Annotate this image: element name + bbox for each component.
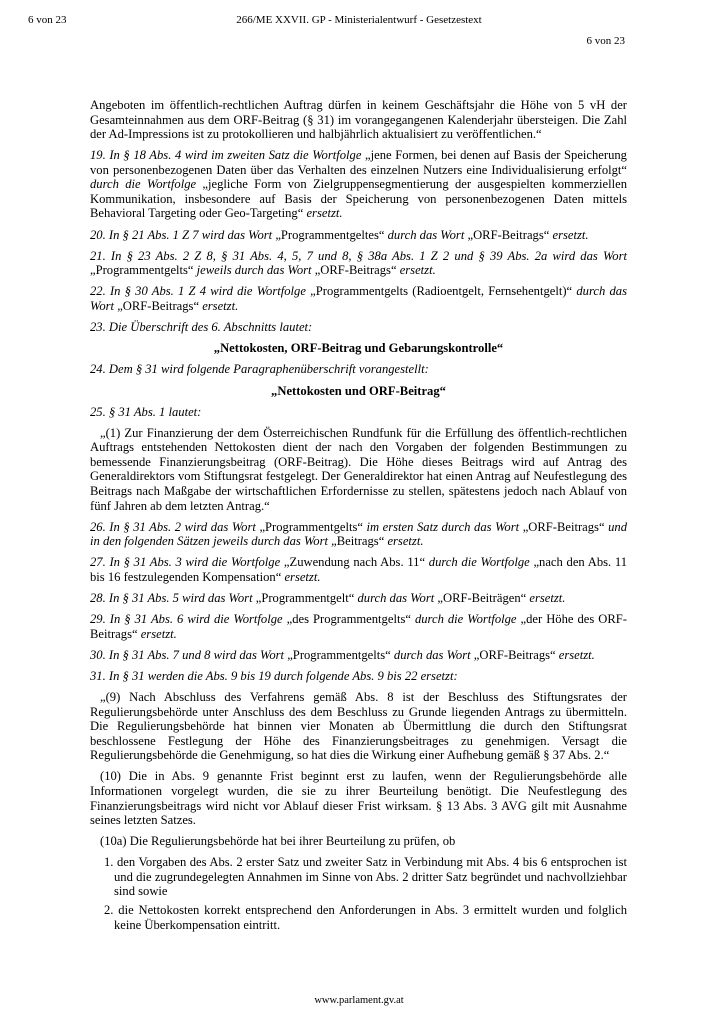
text-segment: 27. In § 31 Abs. 3 wird die Wortfolge (90, 555, 284, 570)
text-segment: „Zuwendung nach Abs. 11“ (283, 555, 429, 570)
text-segment: „Programmentgelts“ (287, 647, 394, 662)
text-segment: und in den folgenden Sätzen jeweils durch das Wort (90, 519, 627, 549)
list-number: 1. (104, 855, 117, 870)
amendment-item-28 (90, 591, 627, 606)
text-segment: im ersten Satz durch das Wort (366, 519, 523, 534)
text-segment: ersetzt. (558, 647, 595, 662)
text-segment: jeweils durch das Wort (196, 263, 315, 278)
document-body (90, 98, 627, 936)
text-segment: 24. Dem § 31 wird folgende Paragraphenüberschrift vorangestellt: (90, 362, 429, 377)
text-segment: „ORF-Beitrags“ (467, 227, 553, 242)
amendment-item-25 (90, 405, 627, 420)
text-segment: „jene Formen, bei denen auf Basis der Speicherung von personenbezogenen Daten über das Verhalten des einzelnen Nutzers eine Individualisierung erfolgt“ (90, 148, 627, 177)
amendment-item-21 (90, 249, 627, 278)
header-page-number-right: 6 von 23 (586, 35, 625, 47)
text-segment: „ORF-Beitrags“ (117, 298, 203, 313)
text-segment: „Beitrags“ (331, 534, 388, 549)
text-segment: „Programmentgelts“ (259, 519, 367, 534)
amendment-item-27 (90, 555, 627, 584)
list-item-1 (104, 855, 628, 899)
text-segment: ersetzt. (399, 263, 436, 278)
text-segment: „Programmentgelt“ (255, 591, 358, 606)
section-heading-nettokosten-orf-beitrag-gebarungskontrolle (90, 341, 627, 356)
text-segment: durch das Wort (357, 591, 438, 606)
footer-url: www.parlament.gv.at (314, 995, 404, 1006)
text-segment: ersetzt. (202, 298, 239, 313)
amendment-item-20 (90, 228, 627, 243)
amendment-item-19 (90, 148, 627, 221)
text-segment: ersetzt. (552, 227, 589, 242)
text-segment: „ORF-Beitrags“ (473, 647, 559, 662)
text-segment: ersetzt. (387, 534, 424, 549)
amendment-item-22 (90, 284, 627, 313)
text-segment: „des Programmentgelts“ (286, 612, 415, 627)
text-segment: „der Höhe des ORF-Beitrags“ (90, 612, 627, 641)
amendment-item-30 (90, 648, 627, 663)
text-segment: 28. In § 31 Abs. 5 wird das Wort (90, 591, 256, 606)
text-segment: „ORF-Beitrags“ (522, 519, 609, 534)
text-segment: 29. In § 31 Abs. 6 wird die Wortfolge (90, 612, 287, 627)
list-number: 2. (104, 903, 119, 918)
text-segment: 22. In § 30 Abs. 1 Z 4 wird die Wortfolge (90, 284, 311, 299)
text-segment: „ORF-Beiträgen“ (437, 591, 530, 606)
text-segment: „(1) Zur Finanzierung der dem Österreichischen Rundfunk für die Erfüllung des öffentlich-rechtlichen Auftrags entstehenden Nettokosten dient der nach den Vorgaben der folgenden Bestimmungen zu bemessende Finanzierungsbeitrag (ORF-Beitrag). Die Höhe dieses Beitrags wird auf Antrag des Generaldirektors vom Stiftungsrat festgelegt. Der Generaldirektor hat einen Antrag auf Neufestlegung des Beitrags nach Maßgabe der wirtschaftlichen Erfordernisse zu stellen, spätestens jedoch nach Ablauf von fünf Jahren ab dem letzten Antrag.“ (90, 425, 627, 513)
quoted-paragraph-abs-1 (90, 426, 627, 513)
text-segment: die Nettokosten korrekt entsprechend den Anforderungen in Abs. 3 ermittelt wurden und folglich keine Überkompensation eintritt. (114, 903, 628, 932)
text-segment: durch das Wort (387, 227, 468, 242)
text-segment: ersetzt. (284, 569, 321, 584)
text-segment: durch das Wort (393, 647, 474, 662)
text-segment: „Programmentgeltes“ (275, 227, 388, 242)
quoted-paragraph-abs-10a (90, 834, 627, 849)
quoted-paragraph-abs-9 (90, 690, 627, 763)
text-segment: Angeboten im öffentlich-rechtlichen Auftrag dürfen in keinem Geschäftsjahr die Höhe von 5 vH der Gesamteinnahmen aus dem ORF-Beitrag (§ 31) im vorangegangenen Kalenderjahr übersteigen. Die Zahl der Ad-Impressions ist zu protokollieren und halbjährlich aktualisiert zu veröffentlichen.“ (90, 98, 627, 142)
text-segment: durch das Wort (90, 284, 627, 313)
text-segment: „Programmentgelts (Radioentgelt, Fernsehentgelt)“ (310, 284, 577, 299)
text-segment: ersetzt. (140, 626, 177, 641)
amendment-item-23 (90, 320, 627, 335)
paragraph-heading-nettokosten-und-orf-beitrag (90, 384, 627, 399)
text-segment: durch die Wortfolge (414, 612, 521, 627)
text-segment: 25. § 31 Abs. 1 lautet: (90, 404, 202, 419)
text-segment: durch die Wortfolge (428, 555, 534, 570)
paragraph-intro-continuation (90, 98, 627, 142)
text-segment: „Nettokosten und ORF-Beitrag“ (271, 383, 446, 398)
list-item-2 (104, 903, 628, 932)
text-segment: (10a) Die Regulierungsbehörde hat bei ihrer Beurteilung zu prüfen, ob (100, 834, 456, 849)
text-segment: 26. In § 31 Abs. 2 wird das Wort (90, 519, 260, 534)
header-page-number-left: 6 von 23 (28, 14, 67, 26)
amendment-item-29 (90, 612, 627, 641)
text-segment: 30. In § 31 Abs. 7 und 8 wird das Wort (90, 647, 288, 662)
text-segment: 23. Die Überschrift des 6. Abschnitts lautet: (90, 320, 313, 335)
header-document-title: 266/ME XXVII. GP - Ministerialentwurf - Gesetzestext (236, 14, 482, 26)
text-segment: „(9) Nach Abschluss des Verfahrens gemäß Abs. 8 ist der Beschluss des Stiftungsrates der Regulierungsbehörde unter Anschluss des dem Beschluss zu Grunde liegenden Antrags zu übermitteln. Die Regulierungsbehörde hat binnen vier Monaten ab Übermittlung die durch den Stiftungsrat beschlossene Festlegung der Höhe des Finanzierungsbeitrages zu genehmigen. Versagt die Regulierungsbehörde die Genehmigung, so hat dies die Wirkung einer Aufhebung gemäß § 37 Abs. 2.“ (90, 690, 627, 763)
text-segment: 19. In § 18 Abs. 4 wird im zweiten Satz die Wortfolge (90, 148, 366, 163)
text-segment: (10) Die in Abs. 9 genannte Frist beginnt erst zu laufen, wenn der Regulierungsbehörde alle Informationen vorgelegt wurden, die sie zu ihrer Beurteilung benötigt. Die Neufestlegung des Finanzierungsbeitrags wird nicht vor Ablauf dieser Frist wirksam. § 13 Abs. 3 AVG gilt mit Ausnahme seines letzten Satzes. (90, 769, 627, 828)
text-segment: durch die Wortfolge (90, 177, 203, 192)
text-segment: „nach den Abs. 11 bis 16 festzulegenden Kompensation“ (90, 555, 628, 584)
text-segment: ersetzt. (529, 591, 566, 606)
text-segment: ersetzt. (306, 206, 343, 221)
text-segment: „jegliche Form von Zielgruppensegmentierung der ausgespielten kommerziellen Kommunikation, insbesondere auf Basis der Speicherung von personenbezogenen Daten mittels Behavioral Targeting oder Geo-Targeting“ (90, 177, 627, 221)
quoted-paragraph-abs-10 (90, 769, 627, 827)
text-segment: „Programmentgelts“ (90, 263, 197, 278)
text-segment: 31. In § 31 werden die Abs. 9 bis 19 durch folgende Abs. 9 bis 22 ersetzt: (90, 669, 458, 683)
amendment-item-31 (90, 669, 627, 684)
text-segment: „Nettokosten, ORF-Beitrag und Gebarungskontrolle“ (213, 341, 504, 356)
text-segment: 21. In § 23 Abs. 2 Z 8, § 31 Abs. 4, 5, 7 und 8, § 38a Abs. 1 Z 2 und § 39 Abs. 2a wird das Wort (90, 248, 627, 263)
text-segment: 20. In § 21 Abs. 1 Z 7 wird das Wort (90, 227, 276, 242)
text-segment: den Vorgaben des Abs. 2 erster Satz und zweiter Satz in Verbindung mit Abs. 4 bis 6 entsprochen ist und die zugrundegelegten Annahmen im Sinne von Abs. 2 dritter Satz begründet und nachvollziehbar sind sowie (114, 855, 628, 899)
amendment-item-26 (90, 520, 627, 549)
amendment-item-24 (90, 362, 627, 377)
text-segment: „ORF-Beitrags“ (314, 263, 400, 278)
